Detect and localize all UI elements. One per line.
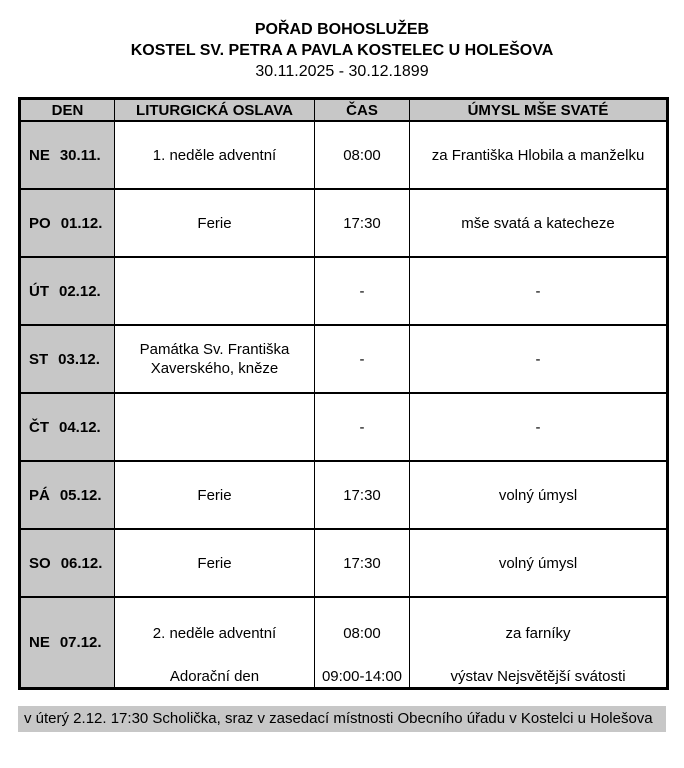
intention-cell xyxy=(410,121,668,189)
day-cell xyxy=(20,257,115,325)
table-row xyxy=(20,597,668,689)
table-row xyxy=(20,257,668,325)
time-text: 17:30 xyxy=(343,214,381,232)
celebration-text-2: Adorační den xyxy=(169,668,260,685)
celebration-text: Ferie xyxy=(197,214,232,232)
church-name: KOSTEL SV. PETRA A PAVLA KOSTELEC U HOLEŠOVA xyxy=(130,42,554,59)
celebration-cell xyxy=(115,529,315,597)
time-cell xyxy=(315,597,410,689)
day-date: 05.12. xyxy=(59,486,102,504)
day-abbr: ÚT xyxy=(29,282,49,300)
time-text: 08:00 xyxy=(343,146,381,164)
celebration-text: 2. neděle adventní xyxy=(152,624,277,642)
day-label xyxy=(21,190,114,256)
day-label xyxy=(21,394,114,460)
celebration-cell xyxy=(115,189,315,257)
intention-text: volný úmysl xyxy=(498,554,578,572)
day-abbr: NE xyxy=(29,146,50,164)
celebration-text: Památka Sv. Františka Xaverského, kněze xyxy=(139,341,290,377)
day-label xyxy=(21,598,114,687)
column-header-den: DEN xyxy=(20,99,115,122)
day-cell xyxy=(20,121,115,189)
day-label xyxy=(21,122,114,188)
celebration-cell xyxy=(115,393,315,461)
celebration-cell xyxy=(115,597,315,689)
time-text-2: 09:00-14:00 xyxy=(321,668,403,685)
time-text: 17:30 xyxy=(343,554,381,572)
time-text: - xyxy=(359,350,365,368)
day-cell xyxy=(20,597,115,689)
time-cell xyxy=(315,461,410,529)
time-text: - xyxy=(359,282,365,300)
table-row xyxy=(20,189,668,257)
time-cell xyxy=(315,121,410,189)
celebration-cell xyxy=(115,121,315,189)
intention-text: za farníky xyxy=(505,624,571,642)
day-cell xyxy=(20,529,115,597)
day-date: 03.12. xyxy=(58,350,100,368)
day-cell xyxy=(20,189,115,257)
intention-cell xyxy=(410,529,668,597)
intention-text-2: výstav Nejsvětější svátosti xyxy=(450,668,626,685)
day-label xyxy=(21,258,114,324)
day-date: 30.11. xyxy=(59,146,101,164)
celebration-cell xyxy=(115,257,315,325)
time-cell xyxy=(315,529,410,597)
day-abbr: NE xyxy=(29,634,50,651)
celebration-text xyxy=(115,258,314,324)
intention-text: volný úmysl xyxy=(498,486,578,504)
column-header-umysl-mse-svate: ÚMYSL MŠE SVATÉ xyxy=(410,99,668,122)
day-label xyxy=(21,326,114,392)
intention-cell xyxy=(410,461,668,529)
day-abbr: SO xyxy=(29,554,51,572)
day-abbr: PO xyxy=(29,214,51,232)
day-date: 07.12. xyxy=(59,634,102,651)
time-cell xyxy=(315,325,410,393)
time-cell xyxy=(315,189,410,257)
celebration-text: 1. neděle adventní xyxy=(152,146,277,164)
day-abbr: PÁ xyxy=(29,486,50,504)
intention-cell xyxy=(410,189,668,257)
celebration-text: Ferie xyxy=(197,486,232,504)
day-date: 02.12. xyxy=(59,282,101,300)
date-range: 30.11.2025 - 30.12.1899 xyxy=(255,63,429,80)
intention-cell xyxy=(410,325,668,393)
time-cell xyxy=(315,257,410,325)
table-row xyxy=(20,325,668,393)
intention-cell xyxy=(410,597,668,689)
day-cell xyxy=(20,393,115,461)
table-row xyxy=(20,121,668,189)
intention-text: - xyxy=(535,418,541,436)
celebration-cell xyxy=(115,461,315,529)
intention-text: - xyxy=(535,350,541,368)
intention-text: mše svatá a katecheze xyxy=(461,214,615,232)
celebration-text: Ferie xyxy=(197,554,232,572)
column-header-cas: ČAS xyxy=(315,99,410,122)
celebration-text xyxy=(115,394,314,460)
day-label xyxy=(21,462,114,528)
day-date: 01.12. xyxy=(60,214,103,232)
table-header-row xyxy=(20,99,668,122)
intention-text: za Františka Hlobila a manželku xyxy=(431,146,645,164)
time-cell xyxy=(315,393,410,461)
page-title: POŘAD BOHOSLUŽEB xyxy=(254,21,430,38)
intention-cell xyxy=(410,257,668,325)
column-header-liturgicka-oslava: LITURGICKÁ OSLAVA xyxy=(115,99,315,122)
intention-text: - xyxy=(535,282,541,300)
day-cell xyxy=(20,461,115,529)
table-row xyxy=(20,461,668,529)
schedule-table xyxy=(18,97,669,690)
time-text: - xyxy=(359,418,365,436)
day-date: 04.12. xyxy=(59,418,101,436)
intention-cell xyxy=(410,393,668,461)
announcement-note: v úterý 2.12. 17:30 Scholička, sraz v zasedací místnosti Obecního úřadu v Kostelci u Holešova xyxy=(18,706,666,732)
table-row xyxy=(20,529,668,597)
time-text: 08:00 xyxy=(343,624,381,642)
day-label xyxy=(21,530,114,596)
celebration-cell xyxy=(115,325,315,393)
day-date: 06.12. xyxy=(60,554,103,572)
time-text: 17:30 xyxy=(343,486,381,504)
day-abbr: ČT xyxy=(29,418,49,436)
day-cell xyxy=(20,325,115,393)
day-abbr: ST xyxy=(29,350,49,368)
document-header xyxy=(0,19,684,82)
table-row xyxy=(20,393,668,461)
